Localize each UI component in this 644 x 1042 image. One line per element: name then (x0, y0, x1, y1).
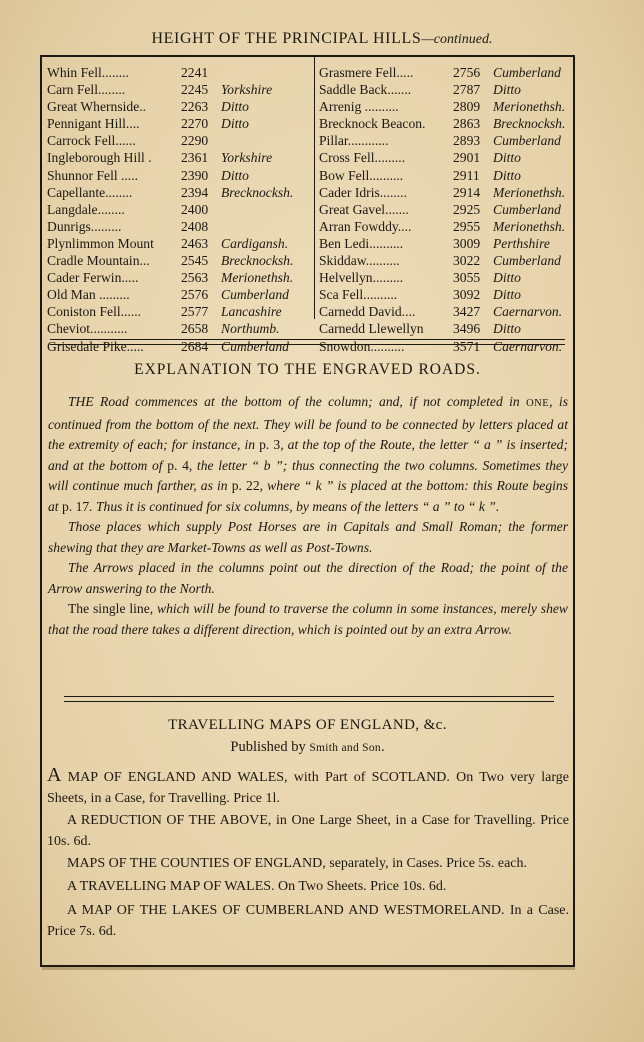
hill-county: Lancashire (221, 304, 282, 320)
hill-height: 2787 (453, 82, 481, 98)
hill-height: 2901 (453, 150, 481, 166)
maps-title: TRAVELLING MAPS OF ENGLAND, &c. (168, 717, 447, 733)
map-advert-item: A MAP OF THE LAKES OF CUMBERLAND AND WESTMORELAND. In a Case. Price 7s. 6d. (47, 903, 569, 939)
hill-county: Cumberland (493, 253, 561, 269)
hill-name: Carnedd David.... (319, 304, 416, 320)
page-frame (40, 55, 575, 967)
hill-row (47, 269, 309, 286)
hill-county: Ditto (221, 116, 249, 132)
hill-height: 2756 (453, 65, 481, 80)
hill-height: 2263 (181, 99, 209, 115)
hills-column-left (47, 64, 309, 355)
hill-row (47, 81, 309, 98)
hill-height: 2684 (181, 338, 209, 354)
hill-name: Shunnor Fell ..... (47, 167, 139, 183)
maps-advert-list (47, 765, 569, 944)
double-rule (50, 339, 565, 345)
hill-name: Sca Fell.......... (319, 287, 398, 303)
hill-county: Caernarvon. (493, 304, 563, 320)
hill-county: Caernarvon. (493, 338, 563, 354)
hill-height: 2911 (453, 167, 480, 183)
hill-height: 2658 (181, 321, 209, 337)
hill-row (319, 64, 571, 81)
hill-name: Carrock Fell...... (47, 133, 136, 149)
hill-height: 2577 (181, 304, 209, 320)
hill-name: Arrenig .......... (319, 99, 399, 115)
hill-county: Perthshire (493, 235, 550, 251)
hill-row (47, 252, 309, 269)
hill-height: 3055 (453, 270, 481, 286)
hill-county: Yorkshire (221, 82, 273, 98)
hill-row (47, 218, 309, 235)
hill-name: Grisedale Pike..... (47, 338, 144, 354)
hill-name: Pillar............ (319, 133, 389, 149)
hill-county: Ditto (493, 270, 521, 286)
hill-row (319, 303, 571, 320)
hill-row (319, 201, 571, 218)
hill-height: 2390 (181, 167, 209, 183)
hill-row (319, 149, 571, 166)
hill-name: Dunrigs......... (47, 218, 122, 234)
hill-row (47, 115, 309, 132)
map-advert-item: MAPS OF THE COUNTIES OF ENGLAND, separately, in Cases. Price 5s. each. (67, 856, 528, 871)
hill-row (319, 132, 571, 149)
map-advert-item: A MAP OF ENGLAND AND WALES, with Part of SCOTLAND. On Two very large Sheets, in a Case, for Travelling. Price 1l. (47, 764, 569, 806)
hill-county: Ditto (221, 99, 249, 115)
hill-row (319, 252, 571, 269)
hill-row (319, 269, 571, 286)
maps-publisher-line: Published by Smith and Son. (230, 739, 385, 755)
hill-name: Ben Ledi.......... (319, 235, 404, 251)
hill-name: Coniston Fell...... (47, 304, 142, 320)
hill-row (47, 184, 309, 201)
hill-name: Snowdon.......... (319, 338, 405, 354)
hill-height: 3009 (453, 235, 481, 251)
hill-row (47, 286, 309, 303)
hill-name: Cradle Mountain... (47, 253, 150, 269)
hill-county: Merionethsh. (493, 184, 566, 200)
hill-height: 2241 (181, 65, 209, 80)
hill-height: 2914 (453, 184, 481, 200)
column-divider (314, 57, 315, 319)
hill-county: Cumberland (493, 201, 561, 217)
hill-county: Yorkshire (221, 150, 273, 166)
hill-row (319, 167, 571, 184)
hill-name: Cader Idris........ (319, 184, 407, 200)
hill-name: Pennigant Hill.... (47, 116, 140, 132)
explanation-paragraph: The Arrows placed in the columns point out the direction of the Road; the point of the Arrow answering to the North. (48, 560, 568, 596)
hill-height: 3092 (453, 287, 481, 303)
hill-row (47, 149, 309, 166)
hill-name: Saddle Back....... (319, 82, 412, 98)
hill-name: Cheviot........... (47, 321, 128, 337)
hill-height: 2863 (453, 116, 481, 132)
hill-height: 2809 (453, 99, 481, 115)
hill-height: 2245 (181, 82, 209, 98)
hill-height: 2576 (181, 287, 209, 303)
hill-county: Brecknocksh. (221, 253, 294, 269)
hill-name: Plynlimmon Mount (47, 235, 154, 251)
hill-height: 2400 (181, 201, 209, 217)
map-advert-item: A REDUCTION OF THE ABOVE, in One Large Sheet, in a Case for Travelling. Price 10s. 6d. (47, 813, 569, 849)
explanation-text (48, 392, 568, 640)
hill-row (319, 235, 571, 252)
hill-name: Skiddaw.......... (319, 253, 400, 269)
hill-county: Ditto (493, 321, 521, 337)
hill-county: Ditto (493, 167, 521, 183)
hill-county: Cumberland (221, 287, 289, 303)
hill-name: Brecknock Beacon. (319, 116, 426, 132)
double-rule (64, 696, 554, 702)
hill-row (319, 98, 571, 115)
running-head: HEIGHT OF THE PRINCIPAL HILLS—continued. (151, 30, 493, 47)
hill-name: Cader Ferwin..... (47, 270, 139, 286)
hill-name: Great Whernside.. (47, 99, 147, 115)
hill-county: Cardigansh. (221, 235, 289, 251)
hill-name: Great Gavel....... (319, 201, 409, 217)
hill-height: 3022 (453, 253, 481, 269)
hill-county: Ditto (493, 150, 521, 166)
frame-shadow (42, 967, 575, 970)
hills-column-right (319, 64, 571, 355)
hill-height: 2290 (181, 133, 209, 149)
hill-row (47, 303, 309, 320)
hill-row (47, 64, 309, 81)
hill-name: Carnedd Llewellyn (319, 321, 424, 337)
hill-county: Merionethsh. (493, 99, 566, 115)
hill-height: 2925 (453, 201, 481, 217)
hill-height: 2955 (453, 218, 481, 234)
hill-row (47, 201, 309, 218)
hill-county: Cumberland (221, 338, 289, 354)
hill-name: Capellante........ (47, 184, 133, 200)
hill-name: Helvellyn......... (319, 270, 404, 286)
hill-row (319, 81, 571, 98)
map-advert-item: A TRAVELLING MAP OF WALES. On Two Sheets. Price 10s. 6d. (67, 878, 447, 894)
hill-height: 2408 (181, 218, 209, 234)
hill-height: 2270 (181, 116, 209, 132)
hill-name: Arran Fowddy.... (319, 218, 412, 234)
hill-name: Ingleborough Hill . (47, 150, 152, 166)
hill-row (47, 167, 309, 184)
hill-row (319, 218, 571, 235)
hill-county: Cumberland (493, 133, 561, 149)
hills-table (42, 57, 573, 354)
explanation-paragraph: Those places which supply Post Horses are in Capitals and Small Roman; the former shewing that they are Market-Towns as well as Post-Towns. (48, 519, 568, 555)
hill-name: Whin Fell........ (47, 65, 129, 80)
explanation-paragraph: THE Road commences at the bottom of the column; and, if not completed in ONE, is continued from the bottom of the next. They will be found to be connected by letters placed at the extremity of each; for instance, in p. 3, at the top of the Route, the letter “ a ” is inserted; and at the bottom of p. 4, the letter “ b ”; thus connecting the two columns. Sometimes they will continue much farther, as in p. 22, where “ k ” is placed at the bottom: this Route begins at p. 17. Thus it is continued for six columns, by means of the letters “ a ” to “ k ”. (48, 394, 569, 514)
hill-name: Carn Fell........ (47, 82, 126, 98)
hill-row (47, 132, 309, 149)
hill-height: 2893 (453, 133, 481, 149)
hill-height: 3571 (453, 338, 481, 354)
hill-county: Ditto (221, 167, 249, 183)
hill-height: 2361 (181, 150, 209, 166)
hill-county: Brecknocksh. (221, 184, 294, 200)
hill-county: Northumb. (221, 321, 280, 337)
hill-name: Cross Fell......... (319, 150, 406, 166)
hill-name: Langdale........ (47, 201, 125, 217)
hill-county: Brecknocksh. (493, 116, 566, 132)
hill-county: Merionethsh. (221, 270, 294, 286)
hill-height: 2545 (181, 253, 209, 269)
hill-row (47, 235, 309, 252)
hill-row (47, 98, 309, 115)
hill-row (319, 286, 571, 303)
hill-height: 3427 (453, 304, 481, 320)
hill-height: 2563 (181, 270, 209, 286)
hill-height: 3496 (453, 321, 481, 337)
hill-name: Old Man ......... (47, 287, 130, 303)
hill-row (319, 320, 571, 337)
hill-name: Bow Fell.......... (319, 167, 404, 183)
hill-county: Merionethsh. (493, 218, 566, 234)
hill-row (319, 184, 571, 201)
hill-county: Cumberland (493, 65, 561, 80)
hill-height: 2394 (181, 184, 209, 200)
hill-county: Ditto (493, 82, 521, 98)
hill-row (319, 115, 571, 132)
hill-name: Grasmere Fell..... (319, 65, 414, 80)
explanation-title: EXPLANATION TO THE ENGRAVED ROADS. (134, 361, 481, 378)
hill-county: Ditto (493, 287, 521, 303)
explanation-paragraph: The single line, which will be found to traverse the column in some instances, merely shew that the road there takes a different direction, which is pointed out by an extra Arrow. (48, 601, 568, 637)
hill-height: 2463 (181, 235, 209, 251)
hill-row (47, 320, 309, 337)
